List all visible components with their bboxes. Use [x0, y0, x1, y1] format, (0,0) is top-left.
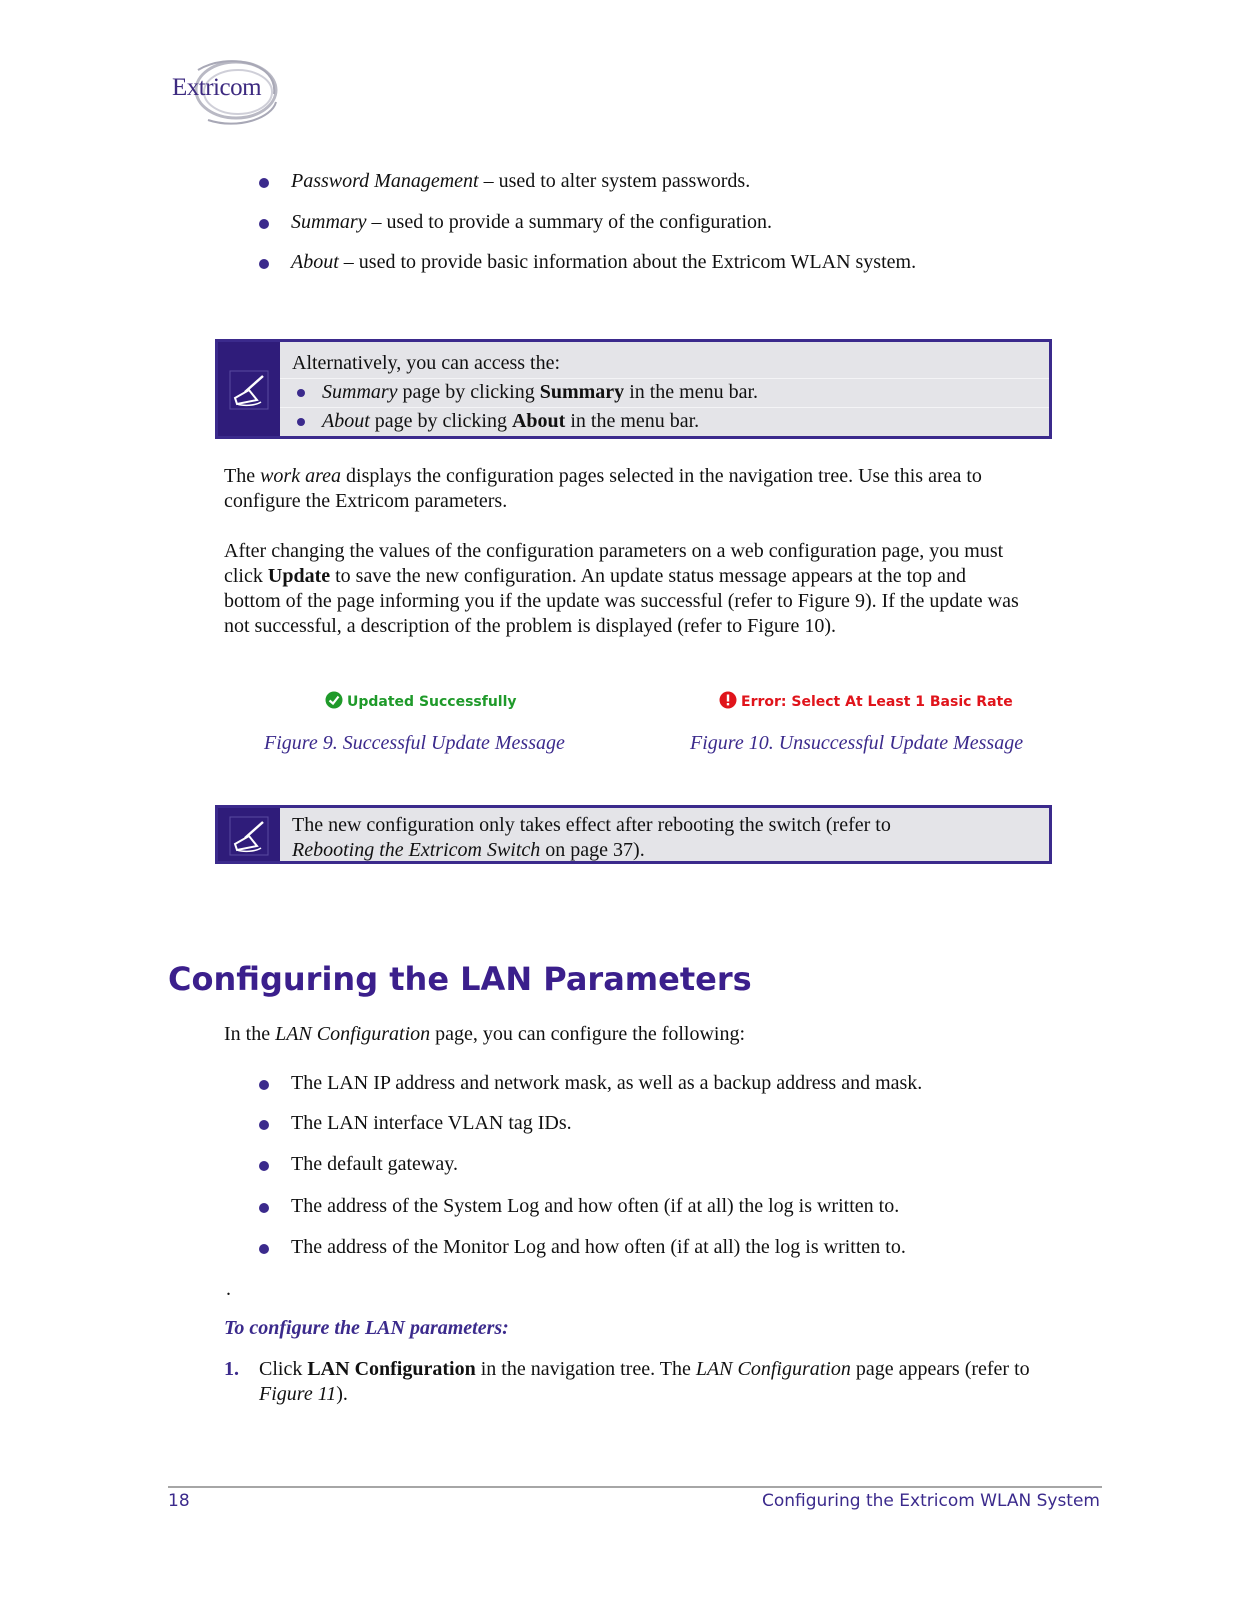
procedure-heading: To configure the LAN parameters:	[224, 1317, 509, 1339]
chapter-title: Configuring the Extricom WLAN System	[761, 1491, 1100, 1511]
bullet-dot-icon	[259, 219, 269, 229]
note-box-reboot	[215, 805, 1052, 864]
work-area-paragraph: The work area displays the configuration pages selected in the navigation tree. Use this area to configure the Extricom parameters.	[224, 465, 982, 512]
logo-text: Extricom	[172, 74, 262, 101]
list-item: The address of the System Log and how often (if at all) the log is written to.	[291, 1195, 900, 1217]
bullet-dot-icon	[297, 418, 305, 426]
list-item: About – used to provide basic information about the Extricom WLAN system.	[291, 251, 917, 273]
figure-9-caption: Figure 9. Successful Update Message	[264, 732, 565, 754]
note-pencil-icon	[227, 814, 271, 858]
bullet-dot-icon	[259, 1244, 269, 1254]
update-paragraph: After changing the values of the configuration parameters on a web configuration page, you must click Update to save the new configuration. An update status message appears at the top and bottom of the page informing you if the update was successful (refer to Figure 9). If the update was not successful, a description of the problem is displayed (refer to Figure 10).	[224, 540, 1019, 637]
stray-period: .	[226, 1278, 231, 1300]
note-pencil-icon	[227, 368, 271, 412]
bullet-dot-icon	[297, 389, 305, 397]
note-box-alternative-access	[215, 339, 1052, 439]
note-text: The new configuration only takes effect after rebooting the switch (refer to Rebooting the Extricom Switch on page 37).	[292, 814, 891, 861]
company-logo	[168, 52, 280, 130]
footer-divider	[168, 1486, 1102, 1488]
check-circle-icon	[325, 691, 343, 709]
note-item: About page by clicking About in the menu bar.	[322, 410, 700, 432]
bullet-dot-icon	[259, 259, 269, 269]
success-status-message: Updated Successfully	[325, 691, 517, 711]
list-item: The address of the Monitor Log and how often (if at all) the log is written to.	[291, 1236, 906, 1258]
list-item: The LAN interface VLAN tag IDs.	[291, 1112, 572, 1134]
bullet-dot-icon	[259, 1120, 269, 1130]
note-item: Summary page by clicking Summary in the menu bar.	[322, 381, 759, 403]
list-item: Summary – used to provide a summary of the configuration.	[291, 211, 773, 233]
figure-10-caption: Figure 10. Unsuccessful Update Message	[690, 732, 1024, 754]
error-status-message: Error: Select At Least 1 Basic Rate	[719, 691, 1013, 711]
step-text: Click LAN Configuration in the navigation tree. The LAN Configuration page appears (refer to Figure 11).	[259, 1358, 1030, 1405]
error-circle-icon	[719, 691, 737, 709]
bullet-dot-icon	[259, 1161, 269, 1171]
bullet-dot-icon	[259, 1080, 269, 1090]
section-intro: In the LAN Configuration page, you can configure the following:	[224, 1023, 746, 1045]
list-item: Password Management – used to alter system passwords.	[291, 170, 751, 192]
list-item: The default gateway.	[291, 1153, 458, 1175]
note-lead-text: Alternatively, you can access the:	[292, 352, 561, 374]
bullet-dot-icon	[259, 178, 269, 188]
step-number: 1.	[224, 1358, 239, 1380]
list-item: The LAN IP address and network mask, as well as a backup address and mask.	[291, 1072, 923, 1094]
page-number: 18	[168, 1491, 190, 1511]
bullet-dot-icon	[259, 1203, 269, 1213]
section-heading: Configuring the LAN Parameters	[168, 960, 752, 998]
